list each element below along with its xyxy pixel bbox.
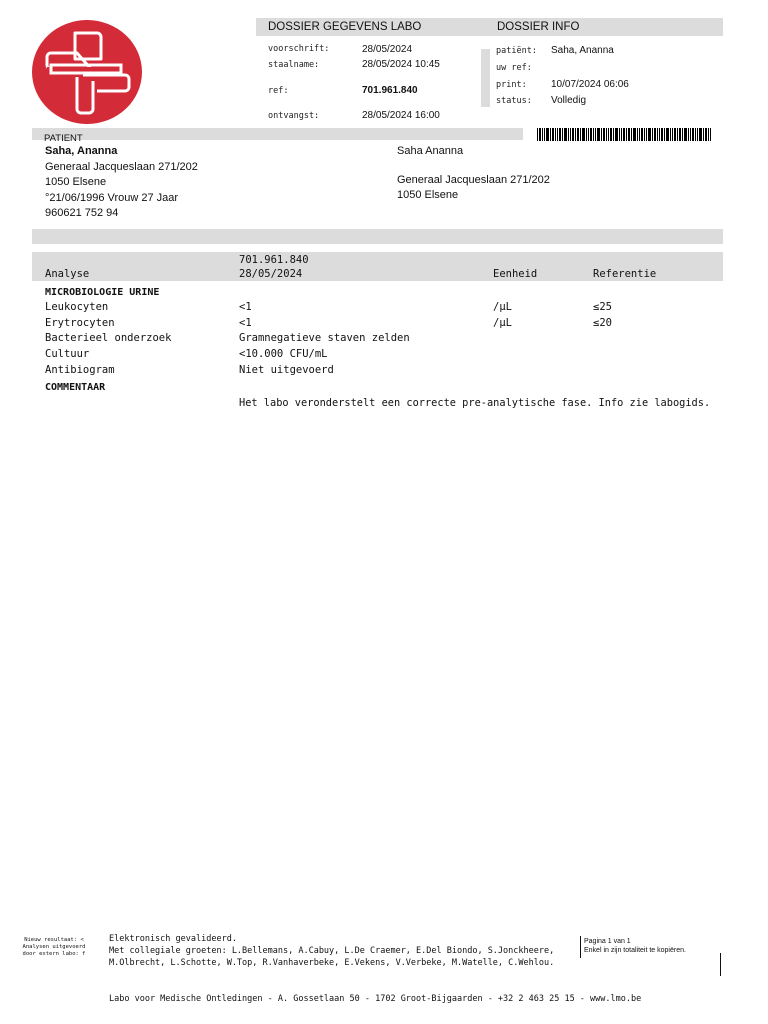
row-value: Gramnegatieve staven zelden bbox=[239, 332, 410, 344]
ref-value: 701.961.840 bbox=[362, 85, 418, 96]
row-value: Niet uitgevoerd bbox=[239, 364, 334, 376]
patient-label: patiënt: bbox=[496, 46, 537, 56]
section-title: MICROBIOLOGIE URINE bbox=[45, 287, 160, 298]
patient-section-title: PATIENT bbox=[44, 133, 83, 144]
table-ref: 701.961.840 bbox=[239, 254, 309, 266]
patient-id: 960621 752 94 bbox=[45, 207, 119, 219]
ontvangst-value: 28/05/2024 16:00 bbox=[362, 110, 440, 121]
voorschrift-label: voorschrift: bbox=[268, 44, 330, 54]
status-label: status: bbox=[496, 96, 532, 106]
separator-strip bbox=[32, 229, 723, 244]
row-name: Antibiogram bbox=[45, 364, 115, 376]
row-value: <1 bbox=[239, 317, 252, 329]
ontvangst-label: ontvangst: bbox=[268, 111, 320, 121]
greetings-line: M.Olbrecht, L.Schotte, W.Top, R.Vanhaverbeke, E.Vekens, V.Verbeke, M.Watelle, C.Wehlou. bbox=[109, 958, 555, 968]
patient-block bbox=[45, 144, 198, 222]
staalname-label: staalname: bbox=[268, 60, 320, 70]
row-name: Cultuur bbox=[45, 348, 90, 360]
comment-text: Het labo veronderstelt een correcte pre-analytische fase. Info zie labogids. bbox=[239, 397, 711, 409]
col-reference: Referentie bbox=[593, 268, 657, 280]
patient-birth: °21/06/1996 Vrouw 27 Jaar bbox=[45, 191, 179, 204]
info-box-divider bbox=[481, 49, 490, 107]
row-unit: /µL bbox=[493, 317, 512, 329]
print-label: print: bbox=[496, 80, 527, 90]
greetings-line: Met collegiale groeten: L.Bellemans, A.Cabuy, L.De Craemer, E.Del Biondo, S.Jonckheere, bbox=[109, 946, 555, 956]
copy-note: Enkel in zijn totaliteit te kopiëren. bbox=[584, 947, 686, 954]
lab-logo bbox=[31, 19, 143, 125]
table-date: 28/05/2024 bbox=[239, 268, 303, 280]
validation-block bbox=[109, 933, 554, 969]
staalname-value: 28/05/2024 10:45 bbox=[362, 59, 440, 70]
legend-line: Nieuw resultaat: < bbox=[24, 937, 84, 943]
row-name: Bacterieel onderzoek bbox=[45, 332, 172, 344]
row-value: <10.000 CFU/mL bbox=[239, 348, 328, 360]
patient-section-bar bbox=[32, 128, 523, 144]
row-ref: ≤25 bbox=[593, 301, 612, 313]
info-header-title: DOSSIER INFO bbox=[497, 21, 580, 33]
patient-street: Generaal Jacqueslaan 271/202 bbox=[45, 160, 198, 173]
comment-title: COMMENTAAR bbox=[45, 382, 106, 393]
ref-label: ref: bbox=[268, 86, 289, 96]
mailing-name: Saha Ananna bbox=[397, 145, 464, 157]
footer-legend bbox=[14, 937, 94, 958]
patient-name: Saha, Ananna bbox=[45, 145, 118, 157]
legend-line: door extern labo: f bbox=[22, 951, 86, 957]
col-analyse: Analyse bbox=[45, 268, 90, 280]
print-value: 10/07/2024 06:06 bbox=[551, 79, 629, 90]
page-info-divider bbox=[580, 936, 581, 958]
voorschrift-value: 28/05/2024 bbox=[362, 44, 413, 55]
lab-address: Labo voor Medische Ontledingen - A. Gossetlaan 50 - 1702 Groot-Bijgaarden - +32 2 463 25 15 - www.lmo.be bbox=[109, 994, 642, 1004]
patient-value: Saha, Ananna bbox=[551, 45, 614, 56]
row-ref: ≤20 bbox=[593, 317, 612, 329]
mailing-street: Generaal Jacqueslaan 271/202 bbox=[397, 174, 550, 186]
page-number: Pagina 1 van 1 bbox=[584, 938, 631, 945]
right-margin-mark bbox=[720, 953, 721, 976]
row-name: Erytrocyten bbox=[45, 317, 115, 329]
legend-line: Analysen uitgevoerd bbox=[22, 944, 86, 950]
labo-header-title: DOSSIER GEGEVENS LABO bbox=[268, 21, 422, 33]
uwref-label: uw ref: bbox=[496, 63, 532, 73]
patient-city: 1050 Elsene bbox=[45, 176, 107, 188]
status-value: Volledig bbox=[551, 95, 587, 106]
row-name: Leukocyten bbox=[45, 301, 109, 313]
validated-text: Elektronisch gevalideerd. bbox=[109, 934, 237, 944]
row-unit: /µL bbox=[493, 301, 512, 313]
page-info bbox=[584, 937, 686, 955]
mailing-city: 1050 Elsene bbox=[397, 189, 459, 201]
barcode bbox=[537, 128, 711, 141]
col-unit: Eenheid bbox=[493, 268, 538, 280]
row-value: <1 bbox=[239, 301, 252, 313]
